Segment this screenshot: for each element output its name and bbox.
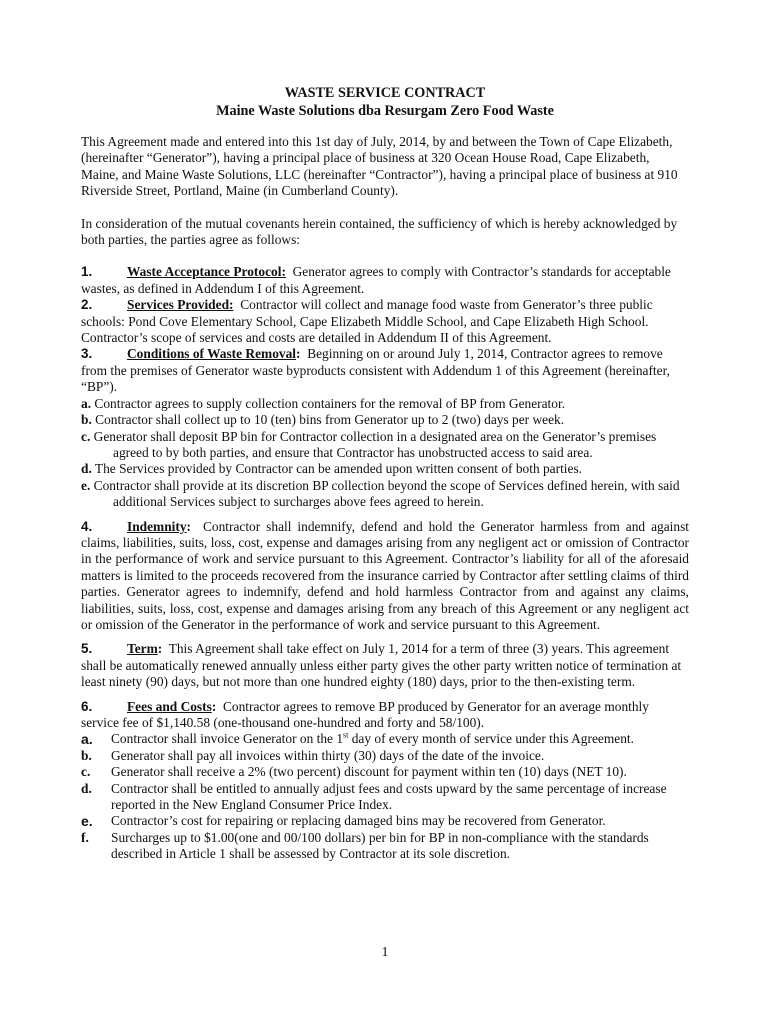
section-3-item-e: e. Contractor shall provide at its discretion BP collection beyond the scope of Services defined herein, with said additional Services subject to surcharges above fees agreed to herein. <box>81 477 680 510</box>
section-4-heading: Indemnity <box>127 518 187 534</box>
section-5-number: 5. <box>81 641 93 657</box>
section-4-number: 4. <box>81 518 93 534</box>
section-6-item-a: a. Contractor shall invoice Generator on the 1st day of every month of service under this Agreement. <box>81 730 634 748</box>
section-5 <box>81 641 689 690</box>
section-2 <box>81 297 689 346</box>
section-1-body: Generator agrees to comply with Contractor’s standards for acceptable wastes, as defined in Addendum I of this Agreement. <box>81 264 671 296</box>
section-4-body: Contractor shall indemnify, defend and hold the Generator harmless from and against claims, liabilities, suits, loss, cost, expense and damages arising from any negligent act or omission of Contractor in the performance of work and service pursuant to this Agreement. Contractor’s liability for all of the aforesaid matters is limited to the proceeds recovered from the insurance carried by Contractor after settling claims of third parties. Generator agrees to indemnify, defend and hold harmless Contractor from and against any claims, liabilities, suits, loss, cost, expense and damages arising from any breach of this Agreement or any negligent act or omission of the Generator in the performance of work and service pursuant to this Agreement. <box>81 518 689 632</box>
section-6-heading: Fees and Costs <box>127 698 212 714</box>
section-4-colon: : <box>186 518 191 534</box>
document-page <box>81 84 689 863</box>
section-3-item-c: c. Generator shall deposit BP bin for Contractor collection in a designated area on the Generator’s premises agreed to by both parties, and ensure that Contractor has unobstructed access to said area. <box>81 428 657 460</box>
consideration-paragraph: In consideration of the mutual covenants herein contained, the sufficiency of which is hereby acknowledged by both parties, the parties agree as follows: <box>81 215 678 248</box>
section-6-item-e: e. Contractor’s cost for repairing or replacing damaged bins may be recovered from Generator. <box>81 813 606 830</box>
page-number: 1 <box>381 945 389 960</box>
section-3 <box>81 346 689 395</box>
section-6-item-c: c. Generator shall receive a 2% (two percent) discount for payment within ten (10) days (NET 10). <box>81 764 627 780</box>
section-3-item-a: a. Contractor agrees to supply collection containers for the removal of BP from Generator. <box>81 395 566 411</box>
section-3-colon: : <box>296 346 301 362</box>
section-6-item-b: b. Generator shall pay all invoices within thirty (30) days of the date of the invoice. <box>81 747 545 763</box>
section-6-colon: : <box>211 698 217 714</box>
section-6-item-d: d. Contractor shall be entitled to annually adjust fees and costs upward by the same percentage of increase reported in the New England Consumer Price Index. <box>81 780 667 813</box>
section-4 <box>81 519 689 634</box>
section-2-body: Contractor will collect and manage food waste from Generator’s three public schools: Pond Cove Elementary School, Cape Elizabeth Middle School, and Cape Elizabeth High School. Contractor’s scope of services and costs are detailed in Addendum II of this Agreement. <box>81 297 653 346</box>
section-3-item-b: b. Contractor shall collect up to 10 (ten) bins from Generator up to 2 (two) days per week. <box>81 412 565 428</box>
section-1 <box>81 264 689 297</box>
section-1-heading: Waste Acceptance Protocol: <box>127 264 286 280</box>
document-subtitle: Maine Waste Solutions dba Resurgam Zero Food Waste <box>216 103 554 119</box>
document-title: WASTE SERVICE CONTRACT <box>284 85 486 101</box>
section-6-number: 6. <box>81 698 93 714</box>
section-3-item-d: d. The Services provided by Contractor can be amended upon written consent of both parties. <box>81 461 583 477</box>
section-6-body: Contractor agrees to remove BP produced by Generator for an average monthly service fee of $1,140.58 (one-thousand one-hundred and forty and 58/100). <box>81 698 649 730</box>
section-3-number: 3. <box>81 346 93 362</box>
section-6 <box>81 699 689 732</box>
section-3-heading: Conditions of Waste Removal <box>127 346 297 362</box>
section-2-number: 2. <box>81 297 93 313</box>
section-2-heading: Services Provided: <box>127 297 234 313</box>
section-3-body: Beginning on or around July 1, 2014, Contractor agrees to remove from the premises of Generator waste byproducts consistent with Addendum 1 of this Agreement (hereinafter, “BP”). <box>81 346 670 395</box>
intro-paragraph: This Agreement made and entered into this 1st day of July, 2014, by and between the Town of Cape Elizabeth, (hereinafter “Generator”), having a principal place of business at 320 Ocean House Road, Cape Elizabeth, Maine, and Maine Waste Solutions, LLC (hereinafter “Contractor”), having a principal place of business at 910 Riverside Street, Portland, Maine (in Cumberland County). <box>81 134 678 199</box>
section-5-body: This Agreement shall take effect on July 1, 2014 for a term of three (3) years. This agreement shall be automatically renewed annually unless either party gives the other party written notice of termination at least ninety (90) days, but not more than one hundred eighty (180) days, prior to the then-existing term. <box>81 641 682 690</box>
section-5-heading: Term <box>127 641 158 657</box>
section-1-number: 1. <box>81 264 93 280</box>
section-5-colon: : <box>157 641 163 657</box>
section-6-item-f: f. Surcharges up to $1.00(one and 00/100 dollars) per bin for BP in non-compliance with the standards described in Article 1 shall be assessed by Contractor at its sole discretion. <box>81 829 649 862</box>
